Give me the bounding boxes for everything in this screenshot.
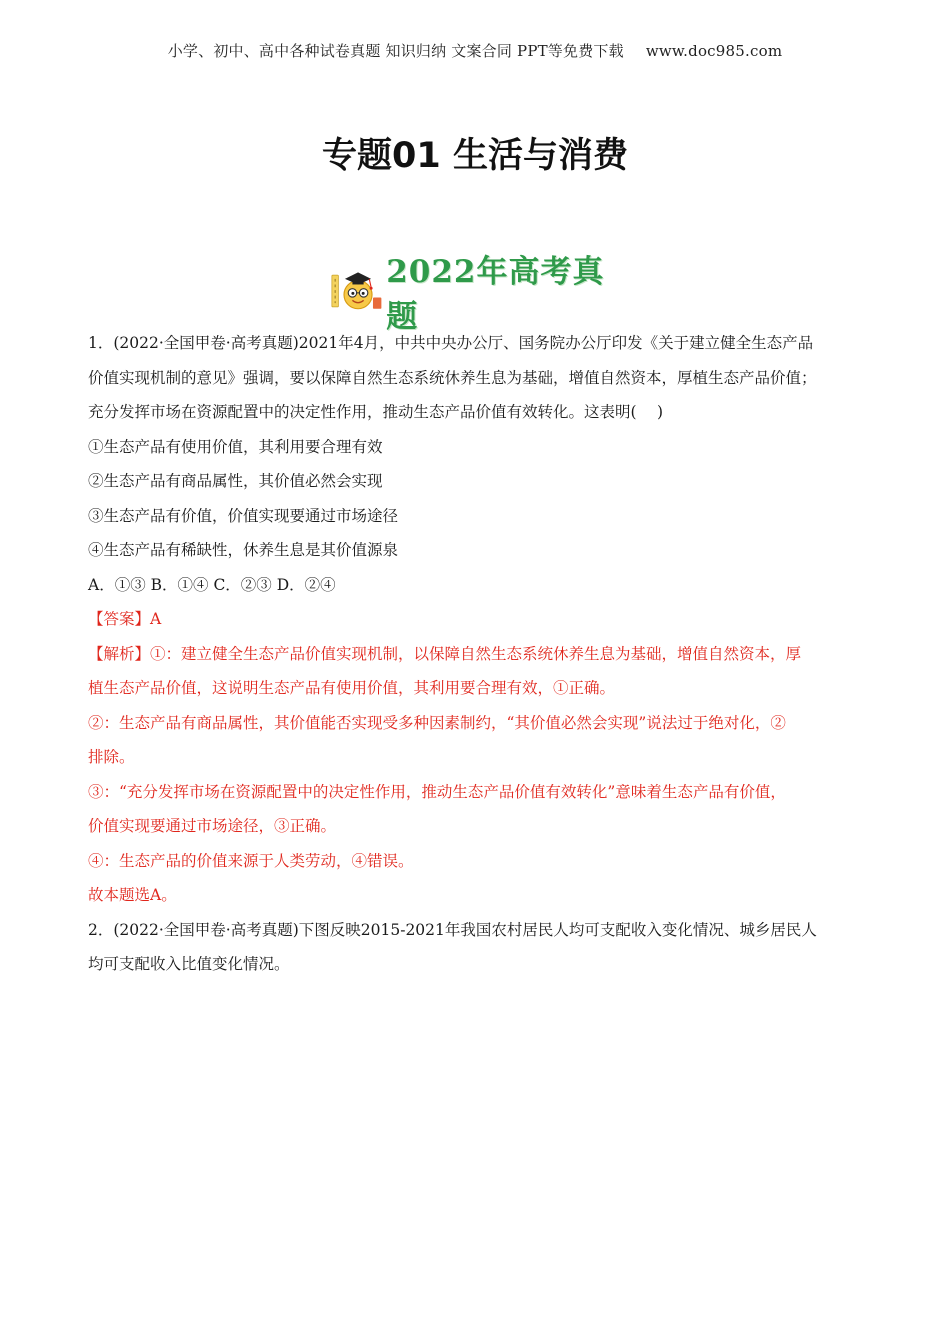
q1-choices: A．①③ B．①④ C．②③ D．②④ [88,575,336,594]
q1-stem-line-2: 价值实现机制的意见》强调，要以保障自然生态系统休养生息为基础，增值自然资本，厚植生态产品价值； [88,368,817,387]
q1-analysis-line-4: 排除。 [88,748,135,766]
q1-analysis-line-3: ②：生态产品有商品属性，其价值能否实现受多种因素制约，“其价值必然会实现”说法过于绝对化，② [88,713,786,732]
page-title: 专题01 生活与消费 [322,136,628,176]
q1-analysis-line-2: 植生态产品价值，这说明生态产品有使用价值，其利用要合理有效，①正确。 [88,679,616,697]
q2-stem-line-1: 2．(2022·全国甲卷·高考真题)下图反映2015-2021年我国农村居民人均可支配收入变化情况、城乡居民人 [88,920,817,939]
section-banner [330,254,620,335]
banner-title: 2022年高考真题 [386,254,605,335]
q1-stem-line-1: 1．(2022·全国甲卷·高考真题)2021年4月，中共中央办公厅、国务院办公厅印发《关于建立健全生态产品 [88,334,814,352]
q1-option-1: ①生态产品有使用价值，其利用要合理有效 [88,437,383,456]
question-content [88,326,868,982]
q1-analysis-line-1: 【解析】①：建立健全生态产品价值实现机制，以保障自然生态系统休养生息为基础，增值自然资本，厚 [88,644,802,663]
q1-option-2: ②生态产品有商品属性，其价值必然会实现 [88,472,383,490]
header-url[interactable]: www.doc985.com [645,42,783,60]
q1-analysis-line-6: 价值实现要通过市场途径，③正确。 [88,817,337,835]
q1-answer: 【答案】A [88,610,162,628]
q1-stem-line-3: 充分发挥市场在资源配置中的决定性作用，推动生态产品价值有效转化。这表明( ) [88,403,664,421]
q1-conclusion: 故本题选A。 [88,886,177,904]
q1-option-3: ③生态产品有价值，价值实现要通过市场途径 [88,506,399,525]
q1-analysis-line-7: ④：生态产品的价值来源于人类劳动，④错误。 [88,851,414,870]
q1-analysis-line-5: ③：“充分发挥市场在资源配置中的决定性作用，推动生态产品价值有效转化”意味着生态产品有价值， [88,782,786,801]
q2-stem-line-2: 均可支配收入比值变化情况。 [88,955,290,973]
page-header [0,40,950,61]
scholar-mascot-icon [330,268,384,314]
q1-option-4: ④生态产品有稀缺性，休养生息是其价值源泉 [88,541,399,559]
header-text: 小学、初中、高中各种试卷真题 知识归纳 文案合同 PPT等免费下载 [167,42,624,60]
